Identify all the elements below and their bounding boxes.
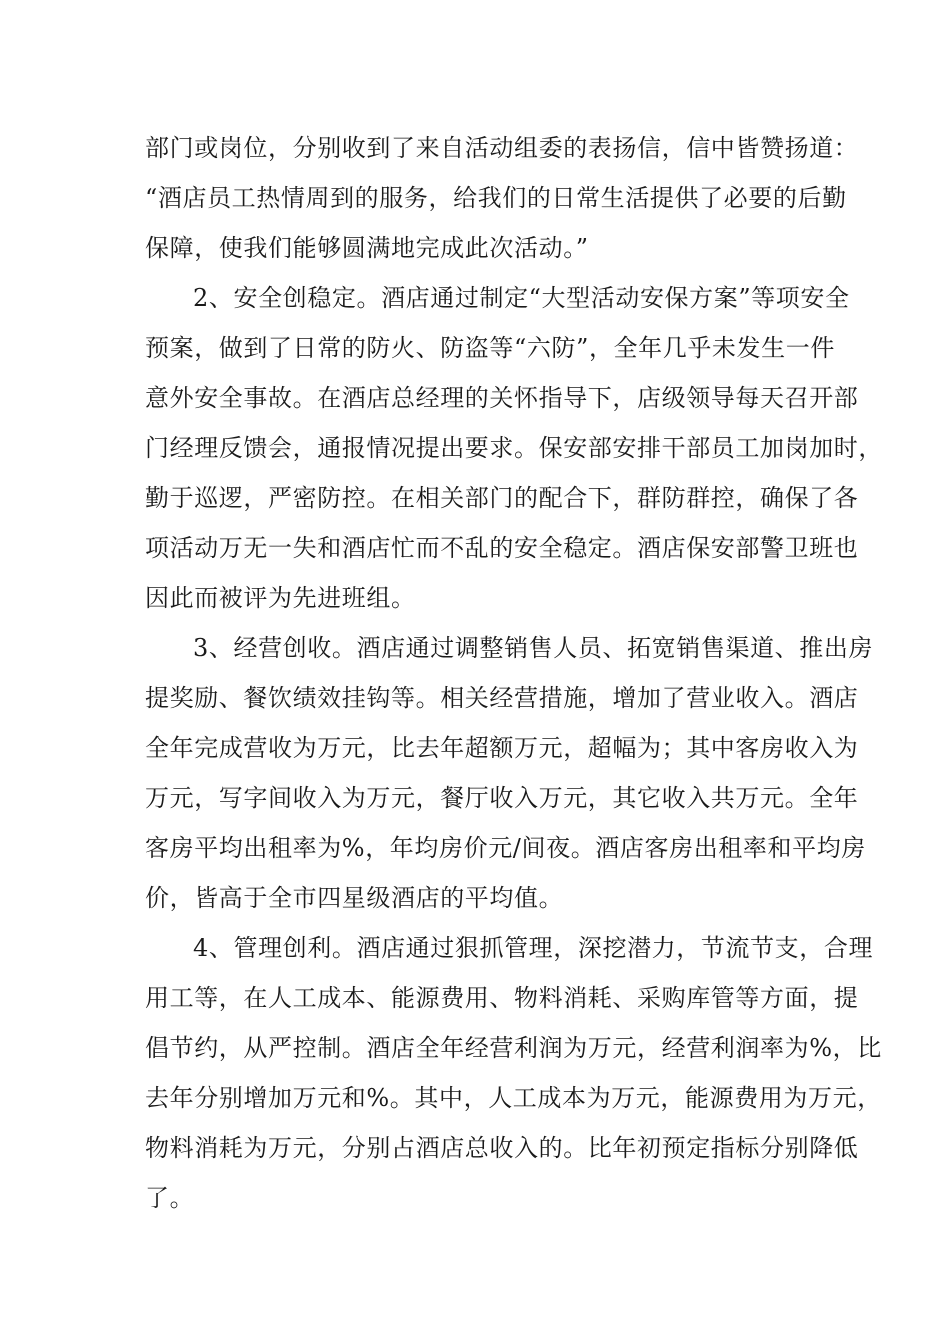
- text-line: 物料消耗为万元，分别占酒店总收入的。比年初预定指标分别降低: [145, 1134, 859, 1162]
- paragraph-4-first-line: 4、管理创利。酒店通过狠抓管理，深挖潜力，节流节支，合理: [193, 934, 874, 962]
- text-line: 意外安全事故。在酒店总经理的关怀指导下，店级领导每天召开部: [145, 384, 859, 412]
- text-line: 保障，使我们能够圆满地完成此次活动。”: [145, 234, 589, 262]
- text-line: 提奖励、餐饮绩效挂钩等。相关经营措施，增加了营业收入。酒店: [145, 684, 859, 712]
- text-line: 用工等，在人工成本、能源费用、物料消耗、采购库管等方面，提: [145, 984, 859, 1012]
- paragraph-2-first-line: 2、安全创稳定。酒店通过制定“大型活动安保方案”等项安全: [193, 284, 850, 312]
- text-line: 了。: [145, 1184, 195, 1212]
- text-line: 价，皆高于全市四星级酒店的平均值。: [145, 884, 564, 912]
- text-line: 万元，写字间收入为万元，餐厅收入万元，其它收入共万元。全年: [145, 784, 859, 812]
- text-line: 门经理反馈会，通报情况提出要求。保安部安排干部员工加岗加时，: [145, 434, 883, 462]
- text-line: 客房平均出租率为%，年均房价元/间夜。酒店客房出租率和平均房: [145, 834, 866, 862]
- text-line: 项活动万无一失和酒店忙而不乱的安全稳定。酒店保安部警卫班也: [145, 534, 859, 562]
- text-line: 全年完成营收为万元，比去年超额万元，超幅为；其中客房收入为: [145, 734, 859, 762]
- text-line: 倡节约，从严控制。酒店全年经营利润为万元，经营利润率为%，比: [145, 1034, 882, 1062]
- text-line: 去年分别增加万元和%。其中，人工成本为万元，能源费用为万元，: [145, 1084, 882, 1112]
- text-line: 因此而被评为先进班组。: [145, 584, 416, 612]
- paragraph-3-first-line: 3、经营创收。酒店通过调整销售人员、拓宽销售渠道、推出房: [193, 634, 874, 662]
- text-line: 部门或岗位，分别收到了来自活动组委的表扬信，信中皆赞扬道：: [145, 134, 859, 162]
- text-line: 勤于巡逻，严密防控。在相关部门的配合下，群防群控，确保了各: [145, 484, 859, 512]
- text-line: 预案，做到了日常的防火、防盗等“六防”，全年几乎未发生一件: [145, 334, 835, 362]
- text-line: “酒店员工热情周到的服务，给我们的日常生活提供了必要的后勤: [145, 184, 847, 212]
